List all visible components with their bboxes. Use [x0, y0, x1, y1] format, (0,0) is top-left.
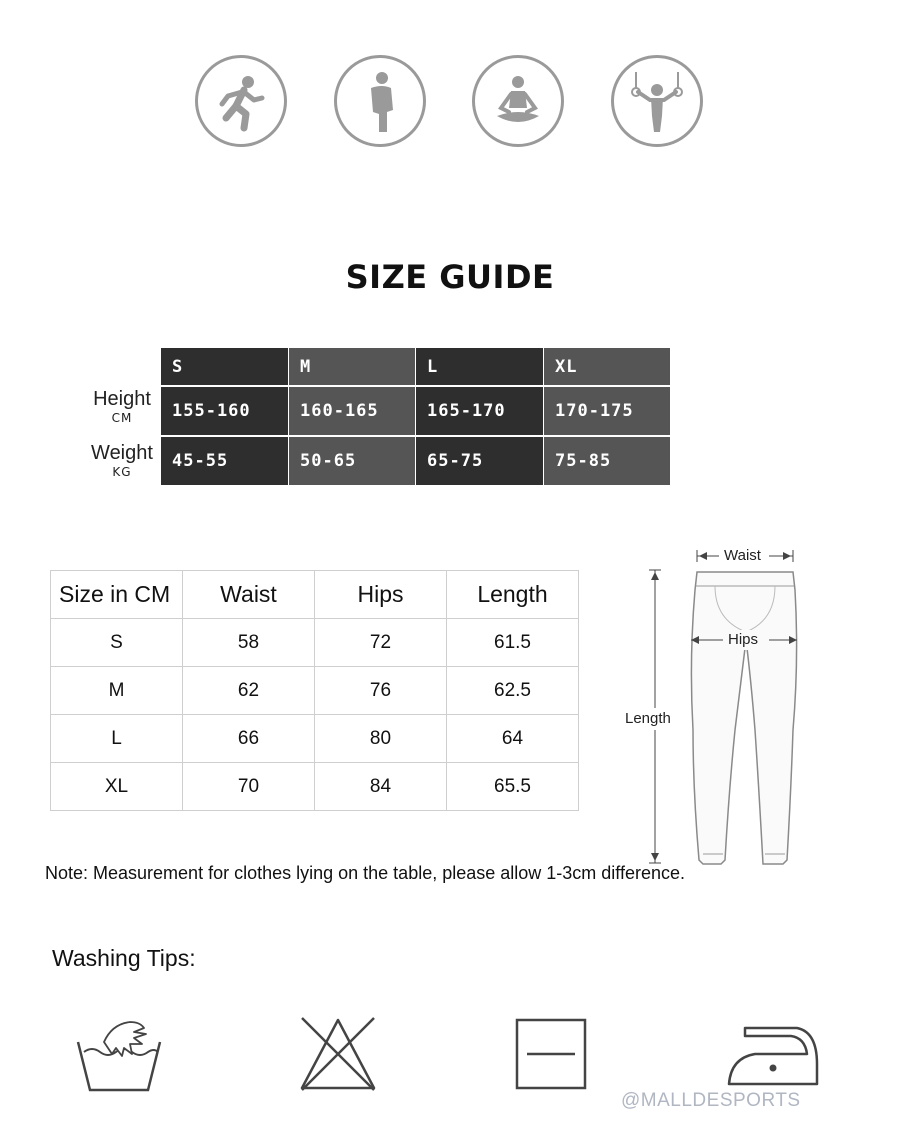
waist-label: Waist [724, 547, 761, 564]
cell-size: M [51, 667, 183, 715]
size-header-s: S [161, 348, 288, 385]
weight-xl: 75-85 [544, 437, 670, 485]
table-row [51, 667, 579, 715]
cell-hips: 72 [315, 619, 447, 667]
hand-wash-icon [74, 1014, 166, 1096]
cell-hips: 80 [315, 715, 447, 763]
height-l: 165-170 [416, 387, 543, 435]
height-label: Height CM [93, 388, 151, 425]
size-header-xl: XL [544, 348, 670, 385]
do-not-bleach-icon [296, 1014, 380, 1094]
measurement-note: Note: Measurement for clothes lying on the table, please allow 1-3cm difference. [45, 863, 686, 883]
washing-tips-title: Washing Tips: [52, 945, 196, 971]
weight-s: 45-55 [161, 437, 288, 485]
cell-size: L [51, 715, 183, 763]
weight-l: 65-75 [416, 437, 543, 485]
cell-waist: 62 [183, 667, 315, 715]
measurement-table [50, 570, 579, 811]
cell-waist: 66 [183, 715, 315, 763]
header-length: Length [447, 571, 579, 619]
length-label: Length [625, 710, 671, 727]
table-row [51, 763, 579, 811]
weight-label: Weight KG [91, 442, 153, 479]
height-m: 160-165 [289, 387, 415, 435]
iron-low-heat-icon [725, 1018, 821, 1090]
size-header-m: M [289, 348, 415, 385]
yoga-icon [472, 55, 564, 147]
cell-length: 64 [447, 715, 579, 763]
table-row [51, 619, 579, 667]
weight-m: 50-65 [289, 437, 415, 485]
cell-size: S [51, 619, 183, 667]
table-header-row [51, 571, 579, 619]
header-size-in-cm: Size in CM [51, 571, 183, 619]
dry-flat-icon [515, 1018, 587, 1090]
pants-diagram [615, 540, 815, 875]
cell-length: 61.5 [447, 619, 579, 667]
cell-hips: 84 [315, 763, 447, 811]
size-header-l: L [416, 348, 543, 385]
cell-waist: 58 [183, 619, 315, 667]
cell-length: 62.5 [447, 667, 579, 715]
header-hips: Hips [315, 571, 447, 619]
standing-icon [334, 55, 426, 147]
gymnastics-rings-icon [611, 55, 703, 147]
cell-hips: 76 [315, 667, 447, 715]
watermark: @MALLDESPORTS [621, 1090, 801, 1111]
running-icon [195, 55, 287, 147]
cell-length: 65.5 [447, 763, 579, 811]
header-waist: Waist [183, 571, 315, 619]
height-xl: 170-175 [544, 387, 670, 435]
page-title: SIZE GUIDE [345, 258, 555, 296]
cell-size: XL [51, 763, 183, 811]
table-row [51, 715, 579, 763]
cell-waist: 70 [183, 763, 315, 811]
height-s: 155-160 [161, 387, 288, 435]
hips-label: Hips [728, 631, 759, 648]
